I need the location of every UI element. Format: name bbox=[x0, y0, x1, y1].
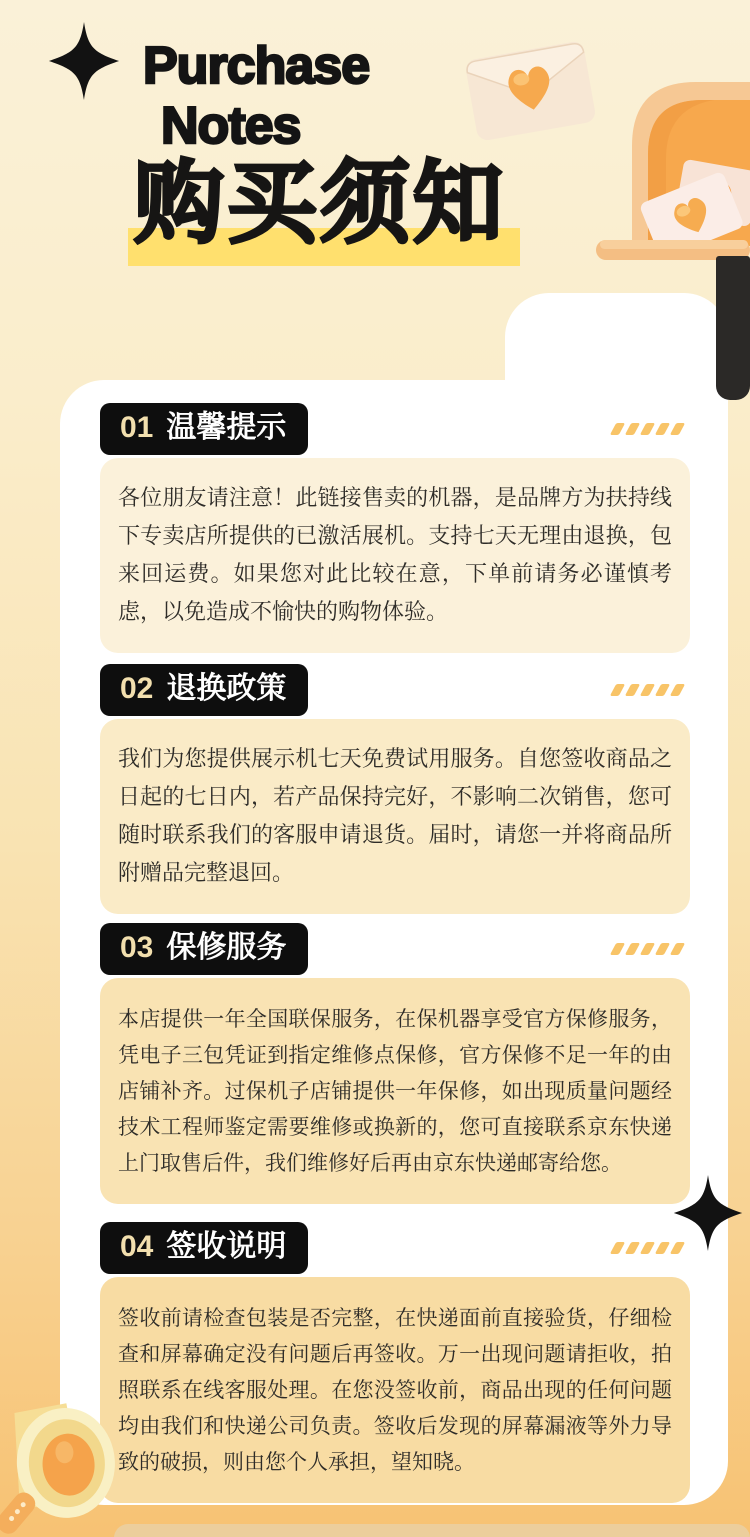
next-card-edge bbox=[114, 1524, 750, 1537]
sparkle-icon bbox=[670, 1170, 746, 1256]
section-1-body: 各位朋友请注意！此链接售卖的机器，是品牌方为扶持线下专卖店所提供的已激活展机。支持七天无理由退换，包来回运费。如果您对此比较在意，下单前请务必谨慎考虑，以免造成不愉快的购物体验。 bbox=[100, 458, 690, 653]
dash-ticks-icon bbox=[613, 943, 682, 955]
page-title-chinese bbox=[134, 152, 534, 264]
section-1-badge bbox=[100, 403, 308, 455]
section-2-number: 02 bbox=[120, 672, 154, 705]
section-return-policy bbox=[100, 664, 690, 914]
section-2-body: 我们为您提供展示机七天免费试用服务。自您签收商品之日起的七日内，若产品保持完好，不影响二次销售，您可随时联系我们的客服申请退货。届时，请您一并将商品所附赠品完整退回。 bbox=[100, 719, 690, 914]
section-sign-off-instructions bbox=[100, 1222, 690, 1503]
envelope-heart-icon bbox=[455, 28, 605, 150]
megaphone-icon bbox=[0, 1386, 118, 1537]
sparkle-icon bbox=[45, 16, 123, 106]
title-en-line1: Purchase bbox=[143, 37, 370, 95]
title-cn-text: 购买须知 bbox=[134, 154, 506, 254]
dash-ticks-icon bbox=[613, 684, 682, 696]
section-warranty-service bbox=[100, 923, 690, 1204]
section-warm-tips bbox=[100, 403, 690, 653]
section-3-body: 本店提供一年全国联保服务，在保机器享受官方保修服务，凭电子三包凭证到指定维修点保修，官方保修不足一年的由店铺补齐。过保机子店铺提供一年保修，如出现质量问题经技术工程师鉴定需要维修或换新的，您可直接联系京东快递上门取售后件，我们维修好后再由京东快递邮寄给您。 bbox=[100, 978, 690, 1204]
title-en-line2: Notes bbox=[161, 97, 301, 155]
section-4-number: 04 bbox=[120, 1230, 154, 1263]
mailbox-icon bbox=[596, 64, 750, 269]
mailbox-post bbox=[716, 256, 750, 400]
dash-ticks-icon bbox=[613, 423, 682, 435]
section-2-badge bbox=[100, 664, 308, 716]
section-3-number: 03 bbox=[120, 931, 154, 964]
section-1-title: 温馨提示 bbox=[166, 411, 287, 444]
section-4-title: 签收说明 bbox=[166, 1230, 287, 1263]
section-1-number: 01 bbox=[120, 411, 154, 444]
page-title-english bbox=[143, 36, 369, 156]
section-2-title: 退换政策 bbox=[166, 672, 287, 705]
section-3-badge bbox=[100, 923, 308, 975]
section-3-title: 保修服务 bbox=[166, 931, 287, 964]
section-4-badge bbox=[100, 1222, 308, 1274]
section-4-body: 签收前请检查包装是否完整，在快递面前直接验货，仔细检查和屏幕确定没有问题后再签收。万一出现问题请拒收，拍照联系在线客服处理。在您没签收前，商品出现的任何问题均由我们和快递公司负责。签收后发现的屏幕漏液等外力导致的破损，则由您个人承担，望知晓。 bbox=[100, 1277, 690, 1503]
